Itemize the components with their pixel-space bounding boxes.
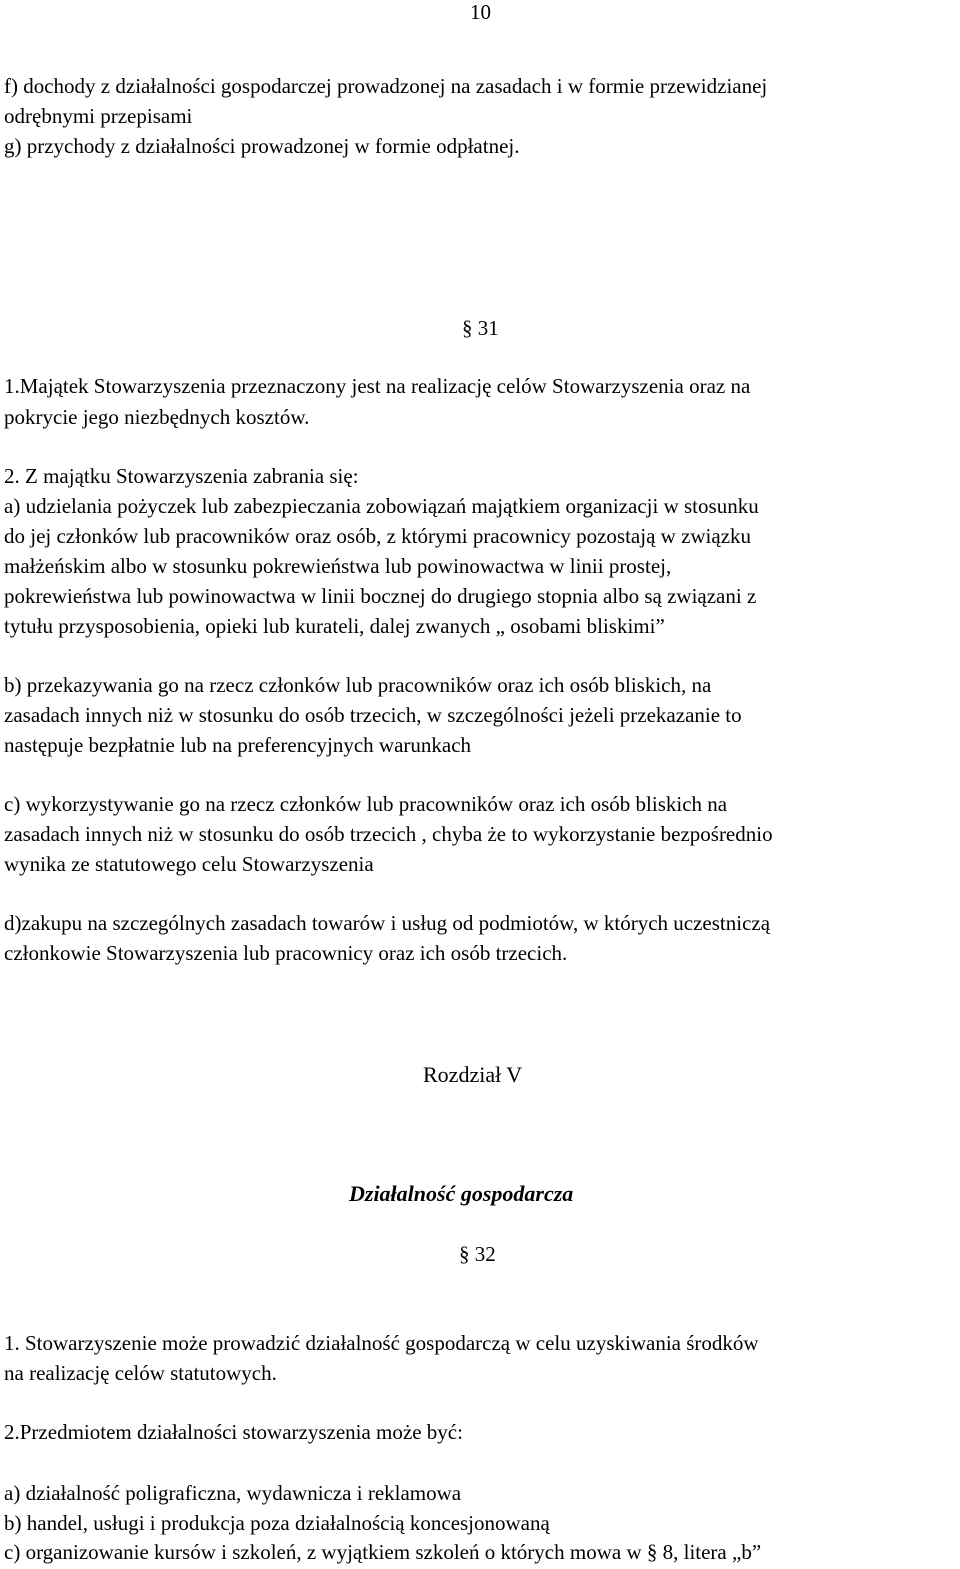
section-32-heading: § 32: [459, 1242, 496, 1266]
section-31-item-b-line-3: następuje bezpłatnie lub na preferencyjnych warunkach: [4, 733, 472, 757]
chapter-title: Rozdział V: [423, 1062, 523, 1087]
list-item-g: g) przychody z działalności prowadzonej w formie odpłatnej.: [4, 134, 520, 158]
section-31-item-c-line-3: wynika ze statutowego celu Stowarzyszenia: [4, 852, 374, 876]
section-31-item-a-line-4: pokrewieństwa lub powinowactwa w linii bocznej do drugiego stopnia albo są związani z: [4, 584, 757, 608]
section-31-item-a-line-1: a) udzielania pożyczek lub zabezpieczania zobowiązań majątkiem organizacji w stosunku: [4, 494, 759, 518]
section-31-item-c-line-2: zasadach innych niż w stosunku do osób trzecich , chyba że to wykorzystanie bezpośrednio: [4, 822, 773, 846]
section-32-item-c: c) organizowanie kursów i szkoleń, z wyjątkiem szkoleń o których mowa w § 8, litera „b”: [4, 1540, 762, 1564]
section-31-heading: § 31: [462, 316, 499, 340]
section-31-item-a-line-2: do jej członków lub pracowników oraz osób, z którymi pracownicy pozostają w związku: [4, 524, 752, 548]
section-31-item-d-line-1: d)zakupu na szczególnych zasadach towarów i usług od podmiotów, w których uczestniczą: [4, 911, 771, 935]
section-31-paragraph-1-line-2: pokrycie jego niezbędnych kosztów.: [4, 405, 310, 429]
section-31-item-d-line-2: członkowie Stowarzyszenia lub pracownicy oraz ich osób trzecich.: [4, 941, 568, 965]
section-31-item-b-line-2: zasadach innych niż w stosunku do osób trzecich, w szczególności jeżeli przekazanie to: [4, 703, 742, 727]
section-32-paragraph-1-line-2: na realizację celów statutowych.: [4, 1361, 277, 1385]
list-item-f-line-2: odrębnymi przepisami: [4, 104, 193, 128]
section-31-item-c-line-1: c) wykorzystywanie go na rzecz członków lub pracowników oraz ich osób bliskich na: [4, 792, 728, 816]
section-31-item-a-line-3: małżeńskim albo w stosunku pokrewieństwa lub powinowactwa w linii prostej,: [4, 554, 672, 578]
section-31-item-b-line-1: b) przekazywania go na rzecz członków lub pracowników oraz ich osób bliskich, na: [4, 673, 712, 697]
section-31-paragraph-1-line-1: 1.Majątek Stowarzyszenia przeznaczony jest na realizację celów Stowarzyszenia oraz na: [4, 374, 751, 398]
section-31-paragraph-2-line-1: 2. Z majątku Stowarzyszenia zabrania się:: [4, 464, 359, 488]
section-31-item-a-line-5: tytułu przysposobienia, opieki lub kurateli, dalej zwanych „ osobami bliskimi”: [4, 614, 665, 638]
page-number: 10: [470, 0, 491, 24]
section-32-item-b: b) handel, usługi i produkcja poza działalnością koncesjonowaną: [4, 1511, 550, 1535]
list-item-f-line-1: f) dochody z działalności gospodarczej prowadzonej na zasadach i w formie przewidzianej: [4, 74, 768, 98]
section-32-paragraph-1-line-1: 1. Stowarzyszenie może prowadzić działalność gospodarczą w celu uzyskiwania środków: [4, 1331, 759, 1355]
section-32-item-a: a) działalność poligraficzna, wydawnicza i reklamowa: [4, 1481, 462, 1505]
chapter-subtitle: Działalność gospodarcza: [349, 1181, 574, 1206]
section-32-paragraph-2-line-1: 2.Przedmiotem działalności stowarzyszenia może być:: [4, 1420, 463, 1444]
